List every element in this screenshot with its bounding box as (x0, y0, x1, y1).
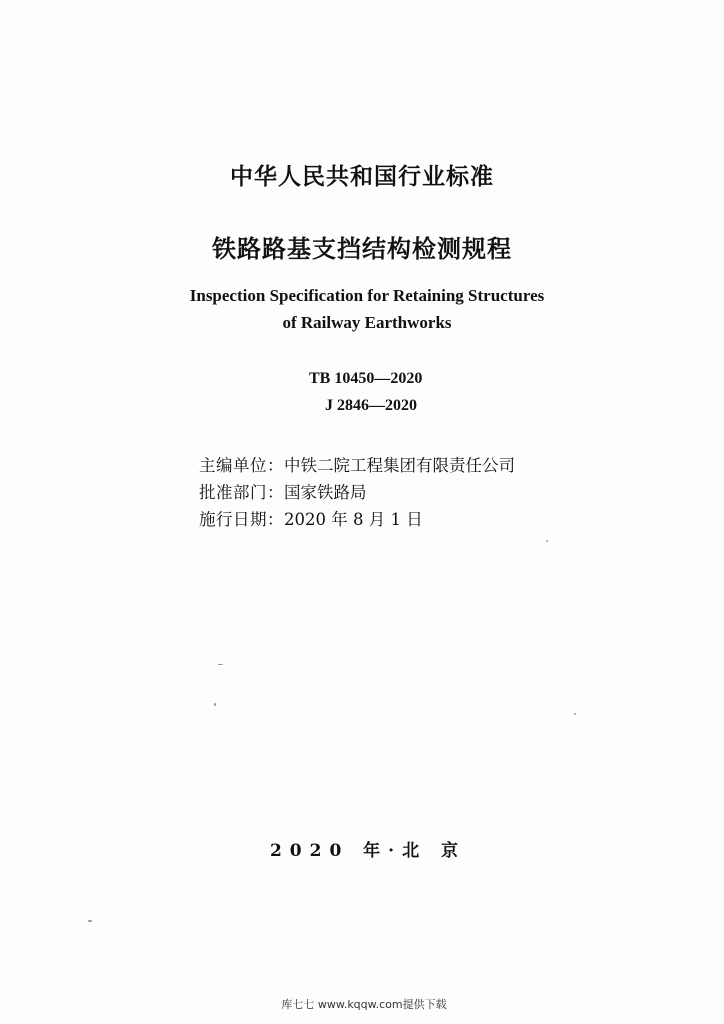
standard-code-j: J 2846—2020 (325, 397, 417, 414)
info-effective-date (199, 506, 423, 530)
info-value: 国家铁路局 (284, 483, 367, 502)
info-value: 中铁二院工程集团有限责任公司 (284, 456, 515, 475)
scan-speck (214, 703, 216, 706)
info-chief-editor (199, 452, 515, 476)
info-label: 主编单位： (199, 456, 284, 475)
standard-code-tb: TB 10450—2020 (309, 370, 423, 387)
info-value: 2020 年 8 月 1 日 (284, 510, 423, 529)
scan-speck (574, 713, 576, 715)
info-label: 施行日期： (199, 510, 284, 529)
title-chinese: 铁路路基支挡结构检测规程 (212, 235, 512, 263)
download-footer: 库七七 www.kqqw.com提供下载 (281, 998, 447, 1011)
scan-speck (546, 540, 548, 542)
scan-speck (218, 664, 223, 665)
title-english-line-1: Inspection Specification for Retaining Structures (189, 286, 545, 305)
info-approval-dept (199, 479, 367, 503)
standard-category: 中华人民共和国行业标准 (230, 164, 494, 190)
scan-speck (88, 920, 92, 922)
info-label: 批准部门： (199, 483, 284, 502)
publication-line: 2020 年·北 京 (269, 841, 467, 861)
title-english-line-2: of Railway Earthworks (282, 313, 452, 332)
